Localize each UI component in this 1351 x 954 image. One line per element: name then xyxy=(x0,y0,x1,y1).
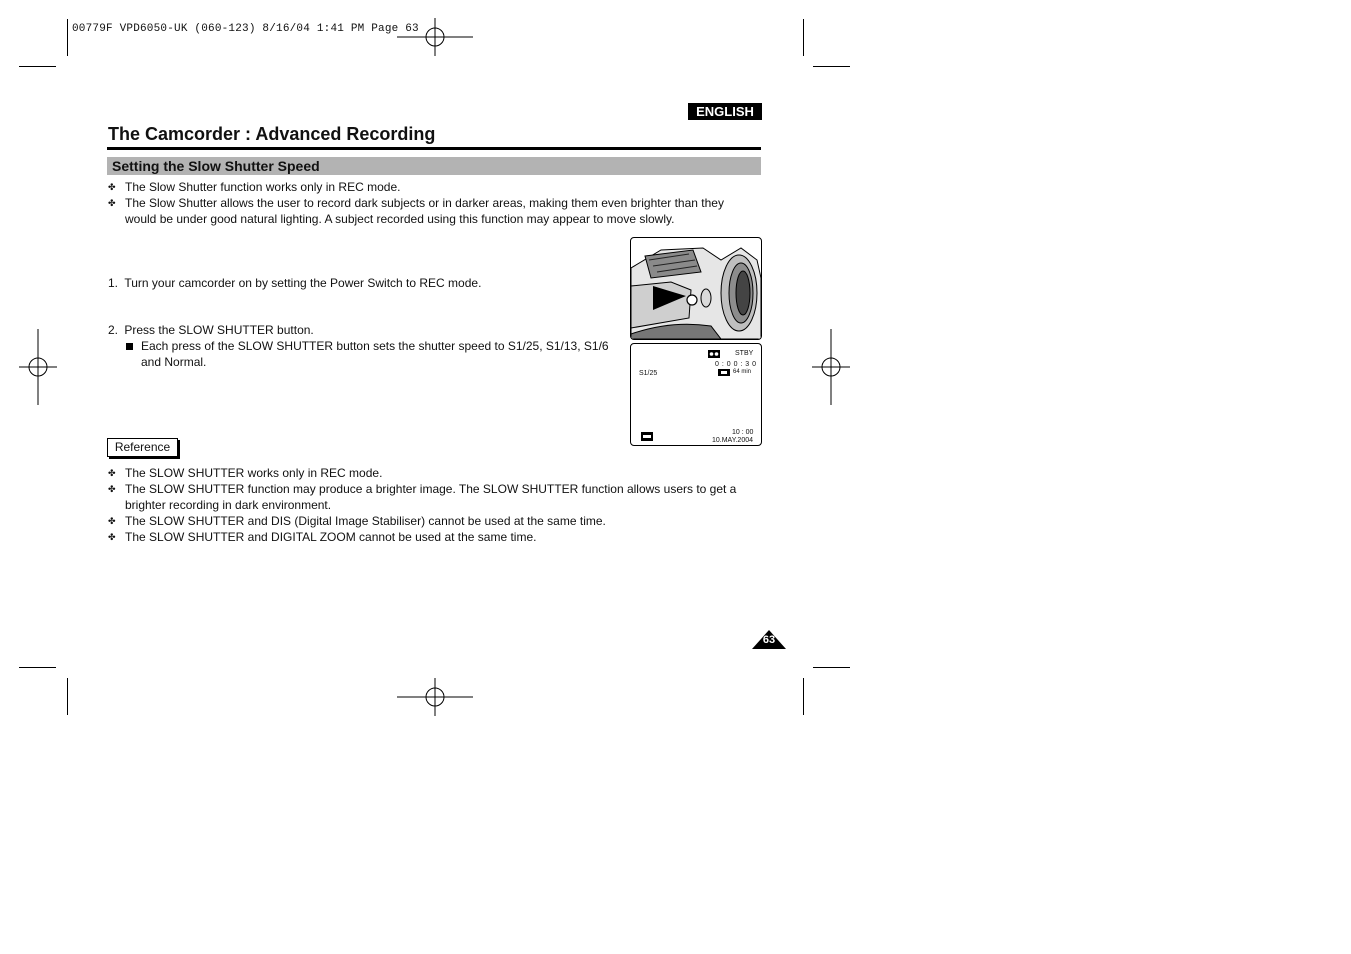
page-number: 63 xyxy=(762,634,776,646)
bullet-mark: ✤ xyxy=(108,198,116,208)
square-bullet-icon xyxy=(126,343,133,350)
bullet-mark: ✤ xyxy=(108,468,116,478)
list-item xyxy=(108,529,768,545)
bullet-mark: ✤ xyxy=(108,182,116,192)
crop-mark xyxy=(67,19,68,56)
tape-remaining-icon xyxy=(718,369,730,376)
list-item xyxy=(108,465,768,481)
crop-mark xyxy=(803,678,804,715)
step-2 xyxy=(108,322,314,338)
list-item xyxy=(108,179,758,195)
lcd-mode: STBY xyxy=(735,350,754,357)
crop-mark xyxy=(803,19,804,56)
page-number-badge xyxy=(752,630,786,649)
step-text: Turn your camcorder on by setting the Power Switch to REC mode. xyxy=(124,276,482,290)
step-1 xyxy=(108,275,481,291)
title-rule xyxy=(107,147,761,150)
bullet-mark: ✤ xyxy=(108,516,116,526)
section-header xyxy=(107,157,761,175)
lcd-timecode: 0 : 0 0 : 3 0 xyxy=(715,361,757,368)
crop-mark xyxy=(813,667,850,668)
reference-bullet-text: The SLOW SHUTTER and DIS (Digital Image Stabiliser) cannot be used at the same time. xyxy=(125,514,606,528)
lcd-screen-illustration xyxy=(630,343,762,446)
camcorder-illustration xyxy=(630,237,762,340)
section-title: Setting the Slow Shutter Speed xyxy=(112,158,320,174)
step-number: 2. xyxy=(108,323,119,337)
bullet-mark: ✤ xyxy=(108,484,116,494)
registration-mark-left xyxy=(19,329,57,405)
print-slug: 00779F VPD6050-UK (060-123) 8/16/04 1:41 PM Page 63 xyxy=(72,23,419,35)
camcorder-drawing xyxy=(631,238,761,339)
lcd-shutter-speed: S1/25 xyxy=(639,370,658,377)
tape-icon xyxy=(708,350,720,358)
list-item xyxy=(108,481,768,513)
crop-mark xyxy=(67,678,68,715)
registration-mark-bottom xyxy=(397,678,473,716)
crop-mark xyxy=(19,66,56,67)
step-number: 1. xyxy=(108,276,119,290)
reference-bullet-text: The SLOW SHUTTER function may produce a brighter image. The SLOW SHUTTER function allows users to get a brighter recording in dark environment. xyxy=(125,482,737,512)
intro-bullet-text: The Slow Shutter function works only in REC mode. xyxy=(125,180,401,194)
list-item xyxy=(108,195,758,227)
crop-mark xyxy=(813,66,850,67)
registration-mark-right xyxy=(812,329,850,405)
list-item xyxy=(108,513,768,529)
rec-icon xyxy=(641,432,653,441)
bullet-mark: ✤ xyxy=(108,532,116,542)
lcd-time: 10 : 00 xyxy=(732,429,754,436)
step-2-detail xyxy=(125,338,620,370)
intro-bullet-text: The Slow Shutter allows the user to record dark subjects or in darker areas, making them even brighter than they would be under good natural lighting. A subject recorded using this function may appear to move slowly. xyxy=(125,196,724,226)
step-text: Press the SLOW SHUTTER button. xyxy=(124,323,314,337)
page-title: The Camcorder : Advanced Recording xyxy=(108,124,436,144)
language-badge: ENGLISH xyxy=(688,103,762,120)
reference-label: Reference xyxy=(107,438,178,457)
reference-bullet-text: The SLOW SHUTTER and DIGITAL ZOOM cannot be used at the same time. xyxy=(125,530,537,544)
lcd-remaining: 64 min xyxy=(733,369,752,375)
lcd-date: 10.MAY.2004 xyxy=(712,437,753,444)
step-2-detail-text: Each press of the SLOW SHUTTER button sets the shutter speed to S1/25, S1/13, S1/6 and Normal. xyxy=(141,339,609,369)
crop-mark xyxy=(19,667,56,668)
reference-bullet-text: The SLOW SHUTTER works only in REC mode. xyxy=(125,466,383,480)
